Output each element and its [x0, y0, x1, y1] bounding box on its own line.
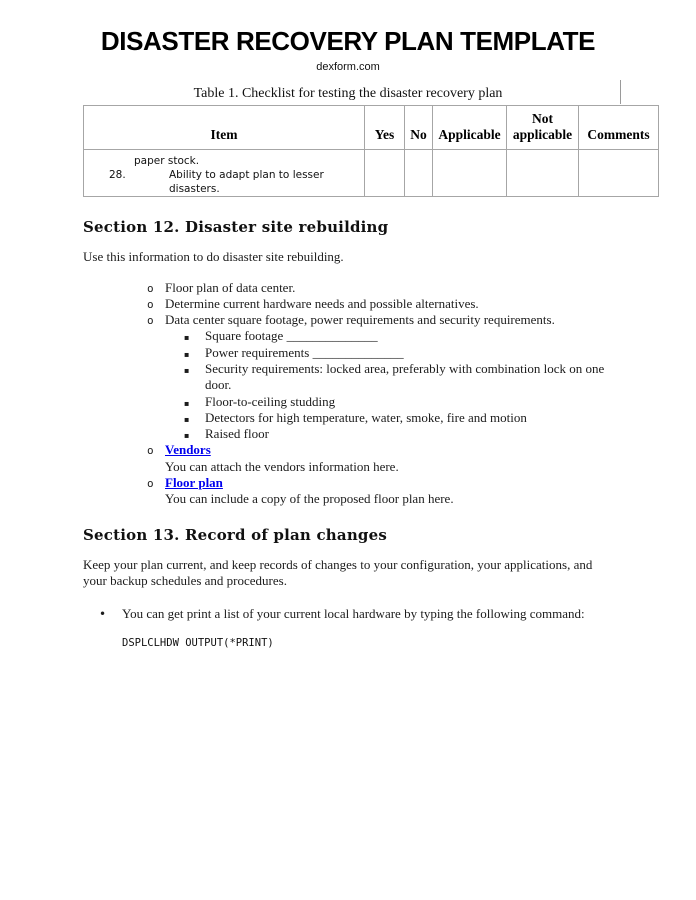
list-item	[83, 312, 613, 328]
cell-item-28	[84, 150, 365, 197]
header-item: Item	[84, 106, 365, 150]
table-header-row	[84, 106, 659, 150]
list-item-text: Data center square footage, power requirements and security requirements.	[165, 312, 555, 328]
floor-plan-link[interactable]: Floor plan	[165, 475, 223, 491]
sub-list-item	[83, 394, 613, 410]
list-item-floor-plan	[83, 475, 613, 491]
sub-list-item-text: Square footage ______________	[205, 328, 378, 344]
list-item-text: Floor plan of data center.	[165, 279, 296, 295]
item-text: Ability to adapt plan to lesser disasters.	[169, 169, 324, 195]
square-bullet-icon: ▪	[184, 333, 190, 343]
vendors-note: You can attach the vendors information here.	[165, 458, 399, 474]
sub-list-item-text: Detectors for high temperature, water, smoke, fire and motion	[205, 409, 527, 425]
square-bullet-icon: ▪	[184, 414, 190, 424]
list-item-vendors	[83, 442, 613, 458]
sub-list-item	[83, 345, 613, 361]
circle-bullet-icon: o	[147, 297, 154, 311]
circle-bullet-icon: o	[147, 314, 154, 328]
dot-bullet-icon: •	[99, 606, 107, 621]
section-12-heading: Section 12. Disaster site rebuilding	[83, 218, 389, 236]
list-item	[83, 280, 613, 296]
list-item-text: Determine current hardware needs and possible alternatives.	[165, 295, 479, 311]
sub-list-item-text: Raised floor	[205, 426, 269, 442]
sub-list-item-text: Floor-to-ceiling studding	[205, 393, 336, 409]
header-yes: Yes	[365, 106, 405, 150]
command-text: DSPLCLHDW OUTPUT(*PRINT)	[122, 636, 274, 649]
cell-no	[405, 150, 433, 197]
section-13-body: Keep your plan current, and keep records of changes to your configuration, your applications, and your backup schedules and procedures.	[83, 556, 593, 589]
circle-bullet-icon: o	[147, 281, 154, 295]
vendors-link[interactable]: Vendors	[165, 442, 211, 458]
cell-comments	[579, 150, 659, 197]
header-not-applicable: Not applicable	[507, 106, 579, 150]
section-13-heading: Section 13. Record of plan changes	[83, 525, 388, 544]
square-bullet-icon: ▪	[184, 398, 190, 408]
cell-yes	[365, 150, 405, 197]
section-12-list	[0, 280, 696, 508]
square-bullet-icon: ▪	[184, 349, 190, 359]
checklist-table	[83, 105, 659, 197]
item-carryover-text: paper stock.	[134, 155, 200, 167]
square-bullet-icon: ▪	[184, 365, 190, 375]
section-12-intro: Use this information to do disaster site rebuilding.	[83, 249, 344, 264]
floor-plan-note: You can include a copy of the proposed floor plan here.	[165, 491, 454, 507]
table-row	[84, 150, 659, 197]
document-title: DISASTER RECOVERY PLAN TEMPLATE	[100, 26, 596, 56]
list-item	[83, 296, 613, 312]
table-caption: Table 1. Checklist for testing the disaster recovery plan	[193, 86, 503, 101]
item-number: 28.	[109, 169, 126, 181]
sub-list-item	[83, 410, 613, 426]
header-comments: Comments	[579, 106, 659, 150]
sub-list-item-text: Security requirements: locked area, preferably with combination lock on one door.	[205, 360, 605, 393]
text-cursor-artifact	[620, 80, 621, 104]
header-no: No	[405, 106, 433, 150]
square-bullet-icon: ▪	[184, 431, 190, 441]
circle-bullet-icon: o	[147, 477, 154, 491]
sub-list-item	[83, 426, 613, 442]
site-name: dexform.com	[316, 61, 380, 73]
bullet-item-text: You can get print a list of your current local hardware by typing the following command:	[122, 605, 585, 621]
circle-bullet-icon: o	[147, 444, 154, 458]
sub-list-item	[83, 361, 613, 394]
cell-not-applicable	[507, 150, 579, 197]
sub-list-item-text: Power requirements ______________	[205, 344, 404, 360]
section-13-bullet-item	[83, 606, 613, 622]
header-applicable: Applicable	[433, 106, 507, 150]
sub-list-item	[83, 328, 613, 344]
cell-applicable	[433, 150, 507, 197]
